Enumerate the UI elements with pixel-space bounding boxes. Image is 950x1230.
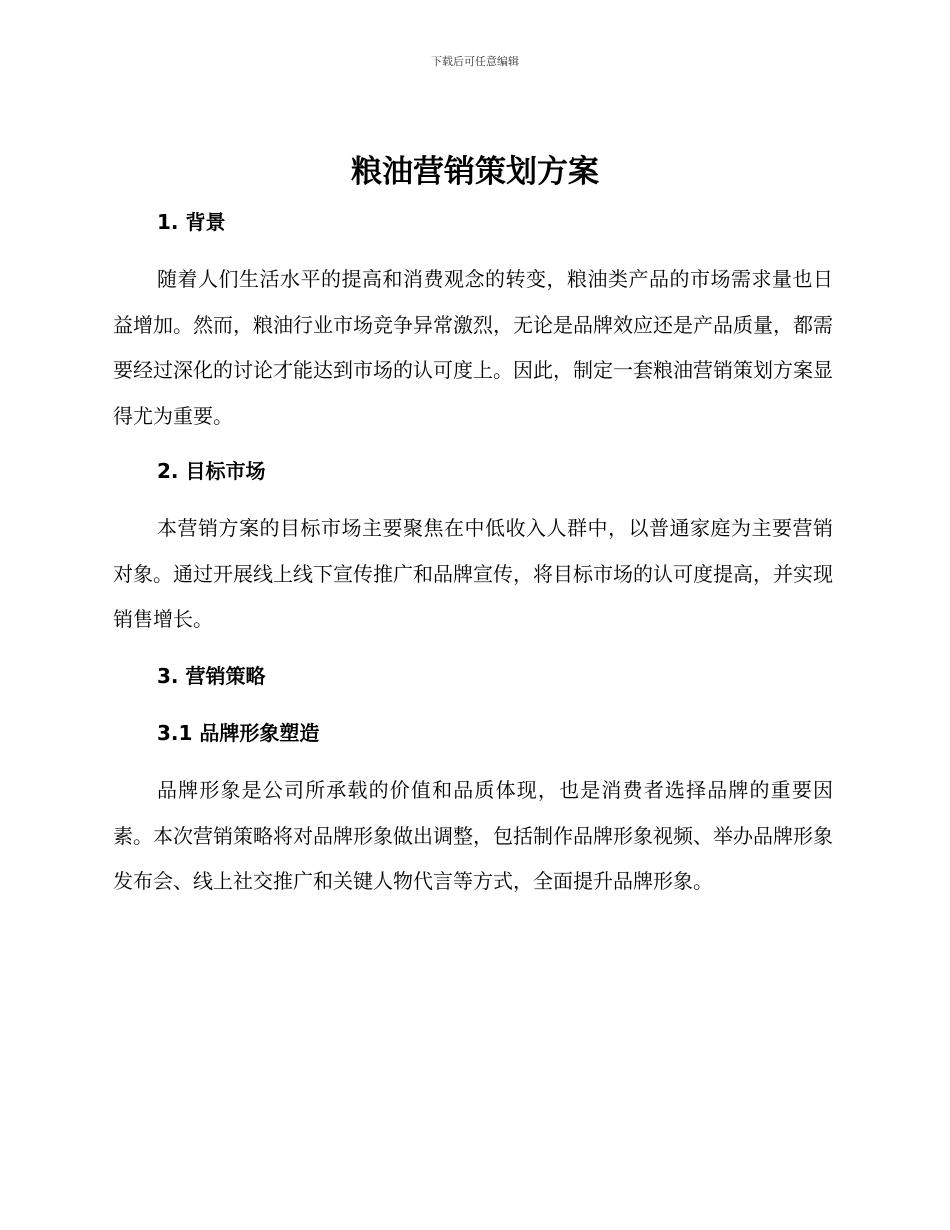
section-paragraph-background: 随着人们生活水平的提高和消费观念的转变，粮油类产品的市场需求量也日益增加。然而，粮油行业市场竞争异常激烈，无论是品牌效应还是产品质量，都需要经过深化的讨论才能达到市场的认可度上。因此，制定一套粮油营销策划方案显得尤为重要。 <box>113 267 833 428</box>
section-heading-background: 1. 背景 <box>157 210 226 234</box>
section-heading-marketing-strategy: 3. 营销策略 <box>157 664 266 688</box>
section-paragraph-target-market: 本营销方案的目标市场主要聚焦在中低收入人群中，以普通家庭为主要营销对象。通过开展线上线下宣传推广和品牌宣传，将目标市场的认可度提高，并实现销售增长。 <box>113 516 833 631</box>
section-paragraph-brand-image: 品牌形象是公司所承载的价值和品质体现，也是消费者选择品牌的重要因素。本次营销策略将对品牌形象做出调整，包括制作品牌形象视频、举办品牌形象发布会、线上社交推广和关键人物代言等方式，全面提升品牌形象。 <box>113 778 833 893</box>
section-heading-brand-image: 3.1 品牌形象塑造 <box>157 721 320 745</box>
document-title: 粮油营销策划方案 <box>351 154 599 190</box>
page-header-note: 下载后可任意编辑 <box>431 55 519 68</box>
section-heading-target-market: 2. 目标市场 <box>157 459 266 483</box>
